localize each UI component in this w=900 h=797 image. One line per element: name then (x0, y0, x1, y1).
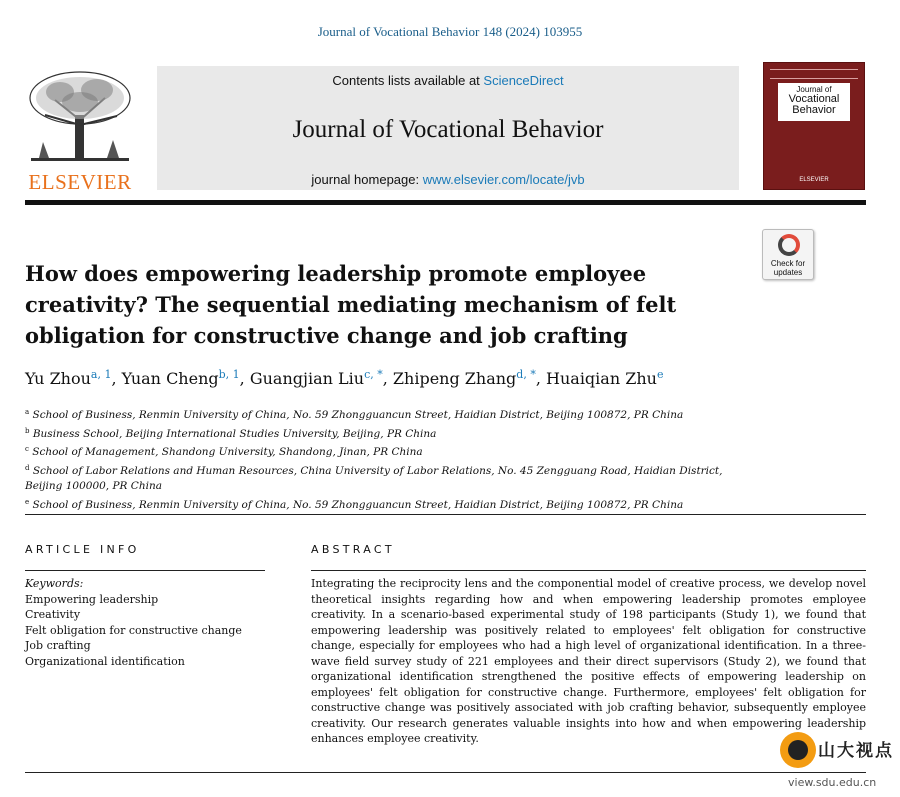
author-list: Yu Zhou$^{a, 1}$, Yuan Cheng$^{b, 1}$, Guangjian Liu$^{c, *}$, Zhipeng Zhang$^{d, *}$, Huaiqian Zhu$^e$ (25, 368, 664, 388)
keyword-item: Creativity (25, 608, 81, 621)
check-updates-line-2: updates (773, 268, 803, 277)
cover-top-band (770, 69, 858, 79)
cover-line-1: Journal of (796, 85, 832, 94)
check-updates-line-1: Check for (770, 259, 806, 268)
affiliation-item (25, 424, 745, 443)
author-name[interactable]: Zhipeng Zhang (392, 369, 517, 388)
affiliation-text: School of Business, Renmin University of China, No. 59 Zhongguancun Street, Haidian District, Beijing 100872, PR China (32, 409, 684, 421)
article-info-heading: ARTICLE INFO (25, 543, 140, 556)
journal-reference[interactable]: Journal of Vocational Behavior 148 (2024) 103955 (317, 24, 583, 39)
abstract-text: Integrating the reciprocity lens and the componential model of creative process, we develop novel theoretical insights regarding how and when empowering leadership promotes employee creativity. In a scenario-based experimental study of 198 participants (Study 1), we found that empowering leadership was positively related to employees' felt obligation for constructive change, especially for employees who had a high level of organizational identification. In a three-wave field survey study of 221 employees and their direct supervisors (Study 2), we found that organizational identification strengthened the positive effects of empowering leadership on employees' felt obligation for constructive change. Furthermore, employees' felt obligation for constructive change was positively associated with job crafting behavior, subsequently employee creativity. Our research generates valuable insights into how and when empowering leadership enhances employee creativity. (311, 577, 866, 745)
abstract-heading: ABSTRACT (311, 543, 395, 556)
affiliation-divider (25, 514, 866, 515)
watermark-text: 山大视点 (818, 741, 894, 761)
keyword-item: Job crafting (25, 639, 91, 652)
affiliation-text: Business School, Beijing International Studies University, Beijing, PR China (32, 427, 437, 440)
author-name[interactable]: Huaiqian Zhu (546, 369, 657, 388)
affiliation-list (25, 405, 745, 513)
affiliation-text: School of Management, Shandong University, Shandong, Jinan, PR China (32, 446, 423, 458)
site-watermark (776, 730, 900, 797)
affiliation-item (25, 461, 745, 495)
abstract-divider (311, 570, 866, 571)
affiliation-item (25, 405, 745, 424)
affiliation-text: School of Business, Renmin University of China, No. 59 Zhongguancun Street, Haidian District, Beijing 100872, PR China (32, 498, 684, 511)
journal-homepage-link[interactable]: www.elsevier.com/locate/jvb (422, 172, 585, 187)
affiliation-key: e (25, 497, 30, 506)
keyword-item: Felt obligation for constructive change (25, 623, 242, 637)
affiliation-key: b (25, 426, 30, 435)
cover-line-3: Behavior (792, 104, 836, 116)
author-affil-ref[interactable]: d, * (516, 368, 536, 381)
journal-masthead (25, 62, 866, 192)
homepage-prefix: journal homepage: (311, 172, 423, 187)
affiliation-key: d (25, 463, 30, 472)
journal-cover[interactable] (763, 62, 865, 190)
keyword-item: Organizational identification (25, 654, 185, 668)
bottom-divider (25, 772, 866, 773)
author-affil-ref[interactable]: e (656, 368, 664, 381)
affiliation-item (25, 495, 745, 514)
check-for-updates-label (763, 259, 813, 277)
header-divider (25, 200, 866, 205)
keywords-section (25, 576, 275, 669)
journal-header-box (157, 66, 739, 190)
watermark-logo-icon (780, 732, 816, 768)
check-for-updates-button[interactable] (762, 229, 814, 280)
author-affil-ref[interactable]: a, 1 (90, 368, 112, 381)
author-name[interactable]: Yu Zhou (25, 369, 91, 388)
watermark-url: view.sdu.edu.cn (788, 776, 877, 789)
homepage-line (157, 172, 739, 187)
cover-footer: ELSEVIER (799, 177, 829, 183)
elsevier-wordmark: ELSEVIER (28, 170, 132, 194)
affiliation-item (25, 442, 745, 461)
contents-line (157, 73, 739, 88)
author-affil-ref[interactable]: c, * (364, 368, 383, 381)
affiliation-key: a (25, 408, 30, 416)
keyword-item: Empowering leadership (25, 592, 159, 606)
keywords-label: Keywords: (25, 577, 84, 590)
author-name[interactable]: Guangjian Liu (249, 369, 365, 388)
author-affil-ref[interactable]: b, 1 (218, 368, 240, 381)
affiliation-key: c (25, 445, 29, 453)
article-title: How does empowering leadership promote employee creativity? The sequential mediating mechanism of felt obligation for constructive change and job crafting (25, 261, 677, 348)
journal-title[interactable]: Journal of Vocational Behavior (292, 116, 604, 143)
crossmark-icon (778, 234, 800, 256)
affiliation-text: School of Labor Relations and Human Resources, China University of Labor Relations, No. 45 Zengguang Road, Haidian District, Beijing 100000, PR China (25, 464, 723, 492)
sciencedirect-link[interactable]: ScienceDirect (483, 73, 564, 88)
cover-label (778, 83, 850, 121)
contents-prefix: Contents lists available at (332, 73, 484, 88)
author-name[interactable]: Yuan Cheng (121, 369, 219, 388)
cover-line-2: Vocational (788, 93, 840, 105)
article-info-divider (25, 570, 265, 571)
